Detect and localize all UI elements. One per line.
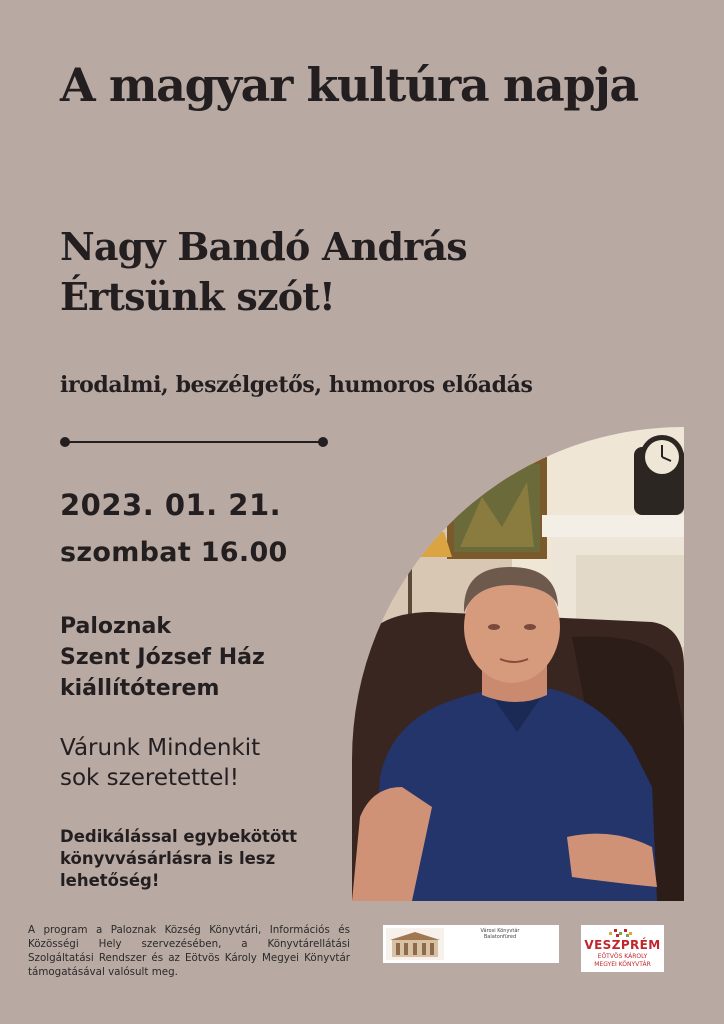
library-building-icon bbox=[386, 928, 444, 960]
divider-line bbox=[64, 441, 324, 443]
venue-line: Paloznak bbox=[60, 614, 171, 639]
logo-line: Városi Könyvtár bbox=[480, 928, 520, 934]
divider-dot-left bbox=[60, 437, 70, 447]
show-title: Értsünk szót! bbox=[60, 274, 335, 319]
dedication-line: lehetőség! bbox=[60, 871, 160, 890]
welcome-message bbox=[60, 733, 260, 793]
logo-line: Balatonfüred bbox=[483, 934, 517, 940]
poster-title: A magyar kultúra napja bbox=[60, 58, 638, 112]
event-subtitle: irodalmi, beszélgetős, humoros előadás bbox=[60, 372, 533, 398]
divider-dot-right bbox=[318, 437, 328, 447]
welcome-line: sok szeretettel! bbox=[60, 765, 239, 791]
portrait-illustration bbox=[352, 427, 684, 901]
venue-line: Szent József Ház bbox=[60, 645, 265, 670]
veszprem-emblem-icon bbox=[607, 928, 637, 938]
venue-line: kiállítóterem bbox=[60, 676, 220, 701]
dedication-line: Dedikálással egybekötött bbox=[60, 827, 298, 846]
veszprem-library-logo bbox=[581, 925, 664, 972]
footer-credit: A program a Paloznak Község Könyvtári, Információs és Közösségi Hely szervezésében, a Könyvtárellátási Szolgáltatási Rendszer és az Eötvös Károly Megyei Könyvtár támogatásával valósult meg. bbox=[28, 924, 350, 978]
dedication-note bbox=[60, 826, 297, 892]
event-date: 2023. 01. 21. bbox=[60, 488, 282, 522]
logo-line: EÖTVÖS KÁROLY bbox=[597, 953, 648, 960]
logo-text bbox=[443, 928, 557, 940]
decorative-divider bbox=[60, 436, 328, 448]
author-name: Nagy Bandó András bbox=[60, 224, 467, 269]
logo-line: MEGYEI KÖNYVTÁR bbox=[594, 961, 651, 968]
welcome-line: Várunk Mindenkit bbox=[60, 735, 261, 761]
veszprem-subtitle bbox=[581, 953, 664, 969]
venue-block bbox=[60, 611, 265, 704]
event-time: szombat 16.00 bbox=[60, 537, 288, 568]
portrait-photo bbox=[352, 427, 684, 901]
veszprem-name: VESZPRÉM bbox=[584, 938, 661, 952]
dedication-line: könyvvásárlásra is lesz bbox=[60, 849, 276, 868]
balatonfured-library-logo bbox=[383, 925, 559, 963]
